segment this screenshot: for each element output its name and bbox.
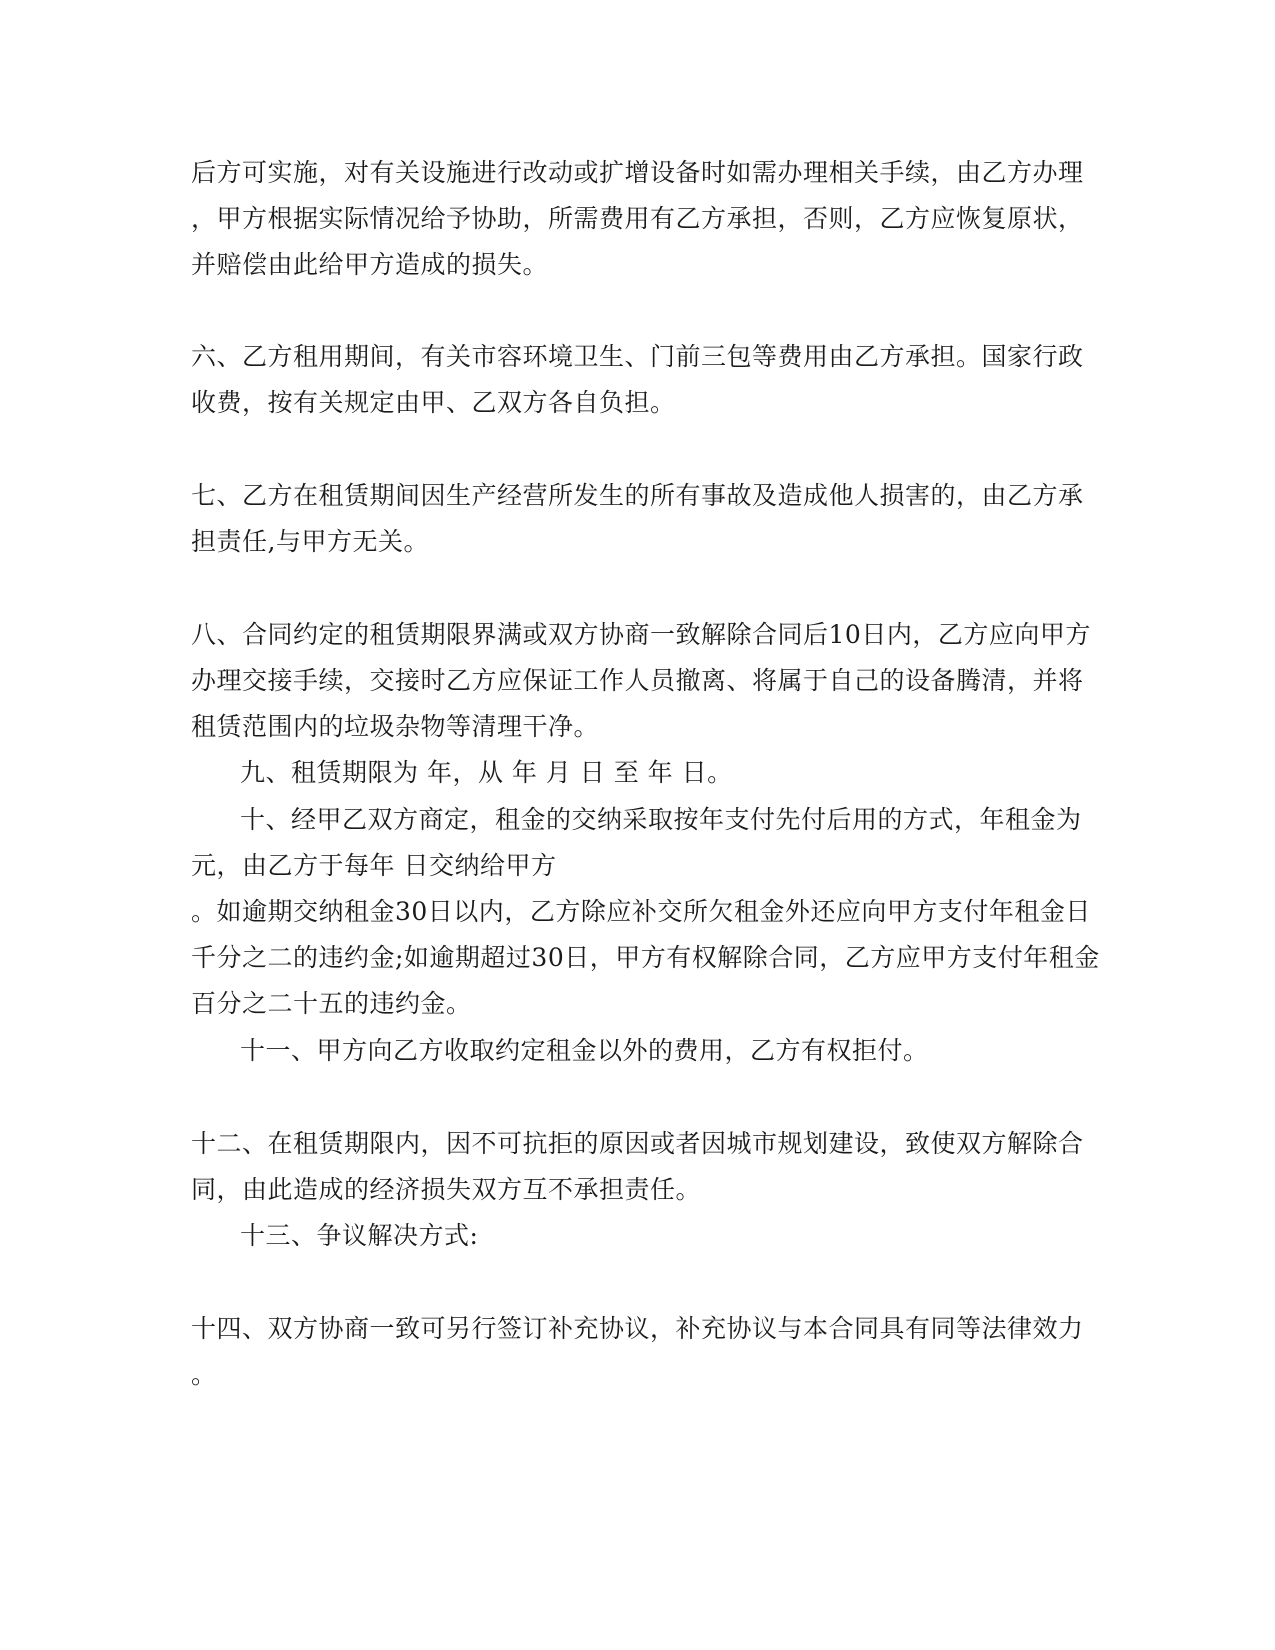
text-line: 十四、双方协商一致可另行签订补充协议，补充协议与本合同具有同等法律效力 (191, 1314, 1084, 1343)
text-line: 百分之二十五的违约金。 (191, 989, 472, 1018)
text-line: 担责任,与甲方无关。 (191, 527, 429, 556)
text-line: 并赔偿由此给甲方造成的损失。 (191, 250, 549, 279)
text-line: 六、乙方租用期间，有关市容环境卫生、门前三包等费用由乙方承担。国家行政 (191, 342, 1084, 371)
text-line: 十、经甲乙双方商定，租金的交纳采取按年支付先付后用的方式，年租金为 (240, 805, 1082, 834)
text-line: 十一、甲方向乙方收取约定租金以外的费用，乙方有权拒付。 (240, 1036, 929, 1065)
text-line: 八、合同约定的租赁期限界满或双方协商一致解除合同后10日内，乙方应向甲方 (191, 620, 1091, 649)
text-line: 。如逾期交纳租金30日以内，乙方除应补交所欠租金外还应向甲方支付年租金日 (191, 897, 1091, 926)
text-line: 租赁范围内的垃圾杂物等清理干净。 (191, 712, 600, 741)
text-line: 收费，按有关规定由甲、乙双方各自负担。 (191, 388, 676, 417)
text-line: 办理交接手续，交接时乙方应保证工作人员撤离、将属于自己的设备腾清，并将 (191, 666, 1084, 695)
text-line: 后方可实施，对有关设施进行改动或扩增设备时如需办理相关手续，由乙方办理 (191, 158, 1084, 187)
text-line: 元，由乙方于每年 日交纳给甲方 (191, 851, 557, 880)
text-line: 十二、在租赁期限内，因不可抗拒的原因或者因城市规划建设，致使双方解除合 (191, 1129, 1084, 1158)
text-line: 九、租赁期限为 年，从 年 月 日 至 年 日。 (240, 758, 733, 787)
text-line: ，甲方根据实际情况给予协助，所需费用有乙方承担，否则，乙方应恢复原状， (191, 204, 1084, 233)
text-line: 十三、争议解决方式: (240, 1221, 479, 1250)
text-line: 同，由此造成的经济损失双方互不承担责任。 (191, 1175, 702, 1204)
text-line: 。 (191, 1360, 217, 1389)
text-line: 千分之二的违约金;如逾期超过30日，甲方有权解除合同，乙方应甲方支付年租金 (191, 943, 1100, 972)
text-line: 七、乙方在租赁期间因生产经营所发生的所有事故及造成他人损害的，由乙方承 (191, 481, 1084, 510)
